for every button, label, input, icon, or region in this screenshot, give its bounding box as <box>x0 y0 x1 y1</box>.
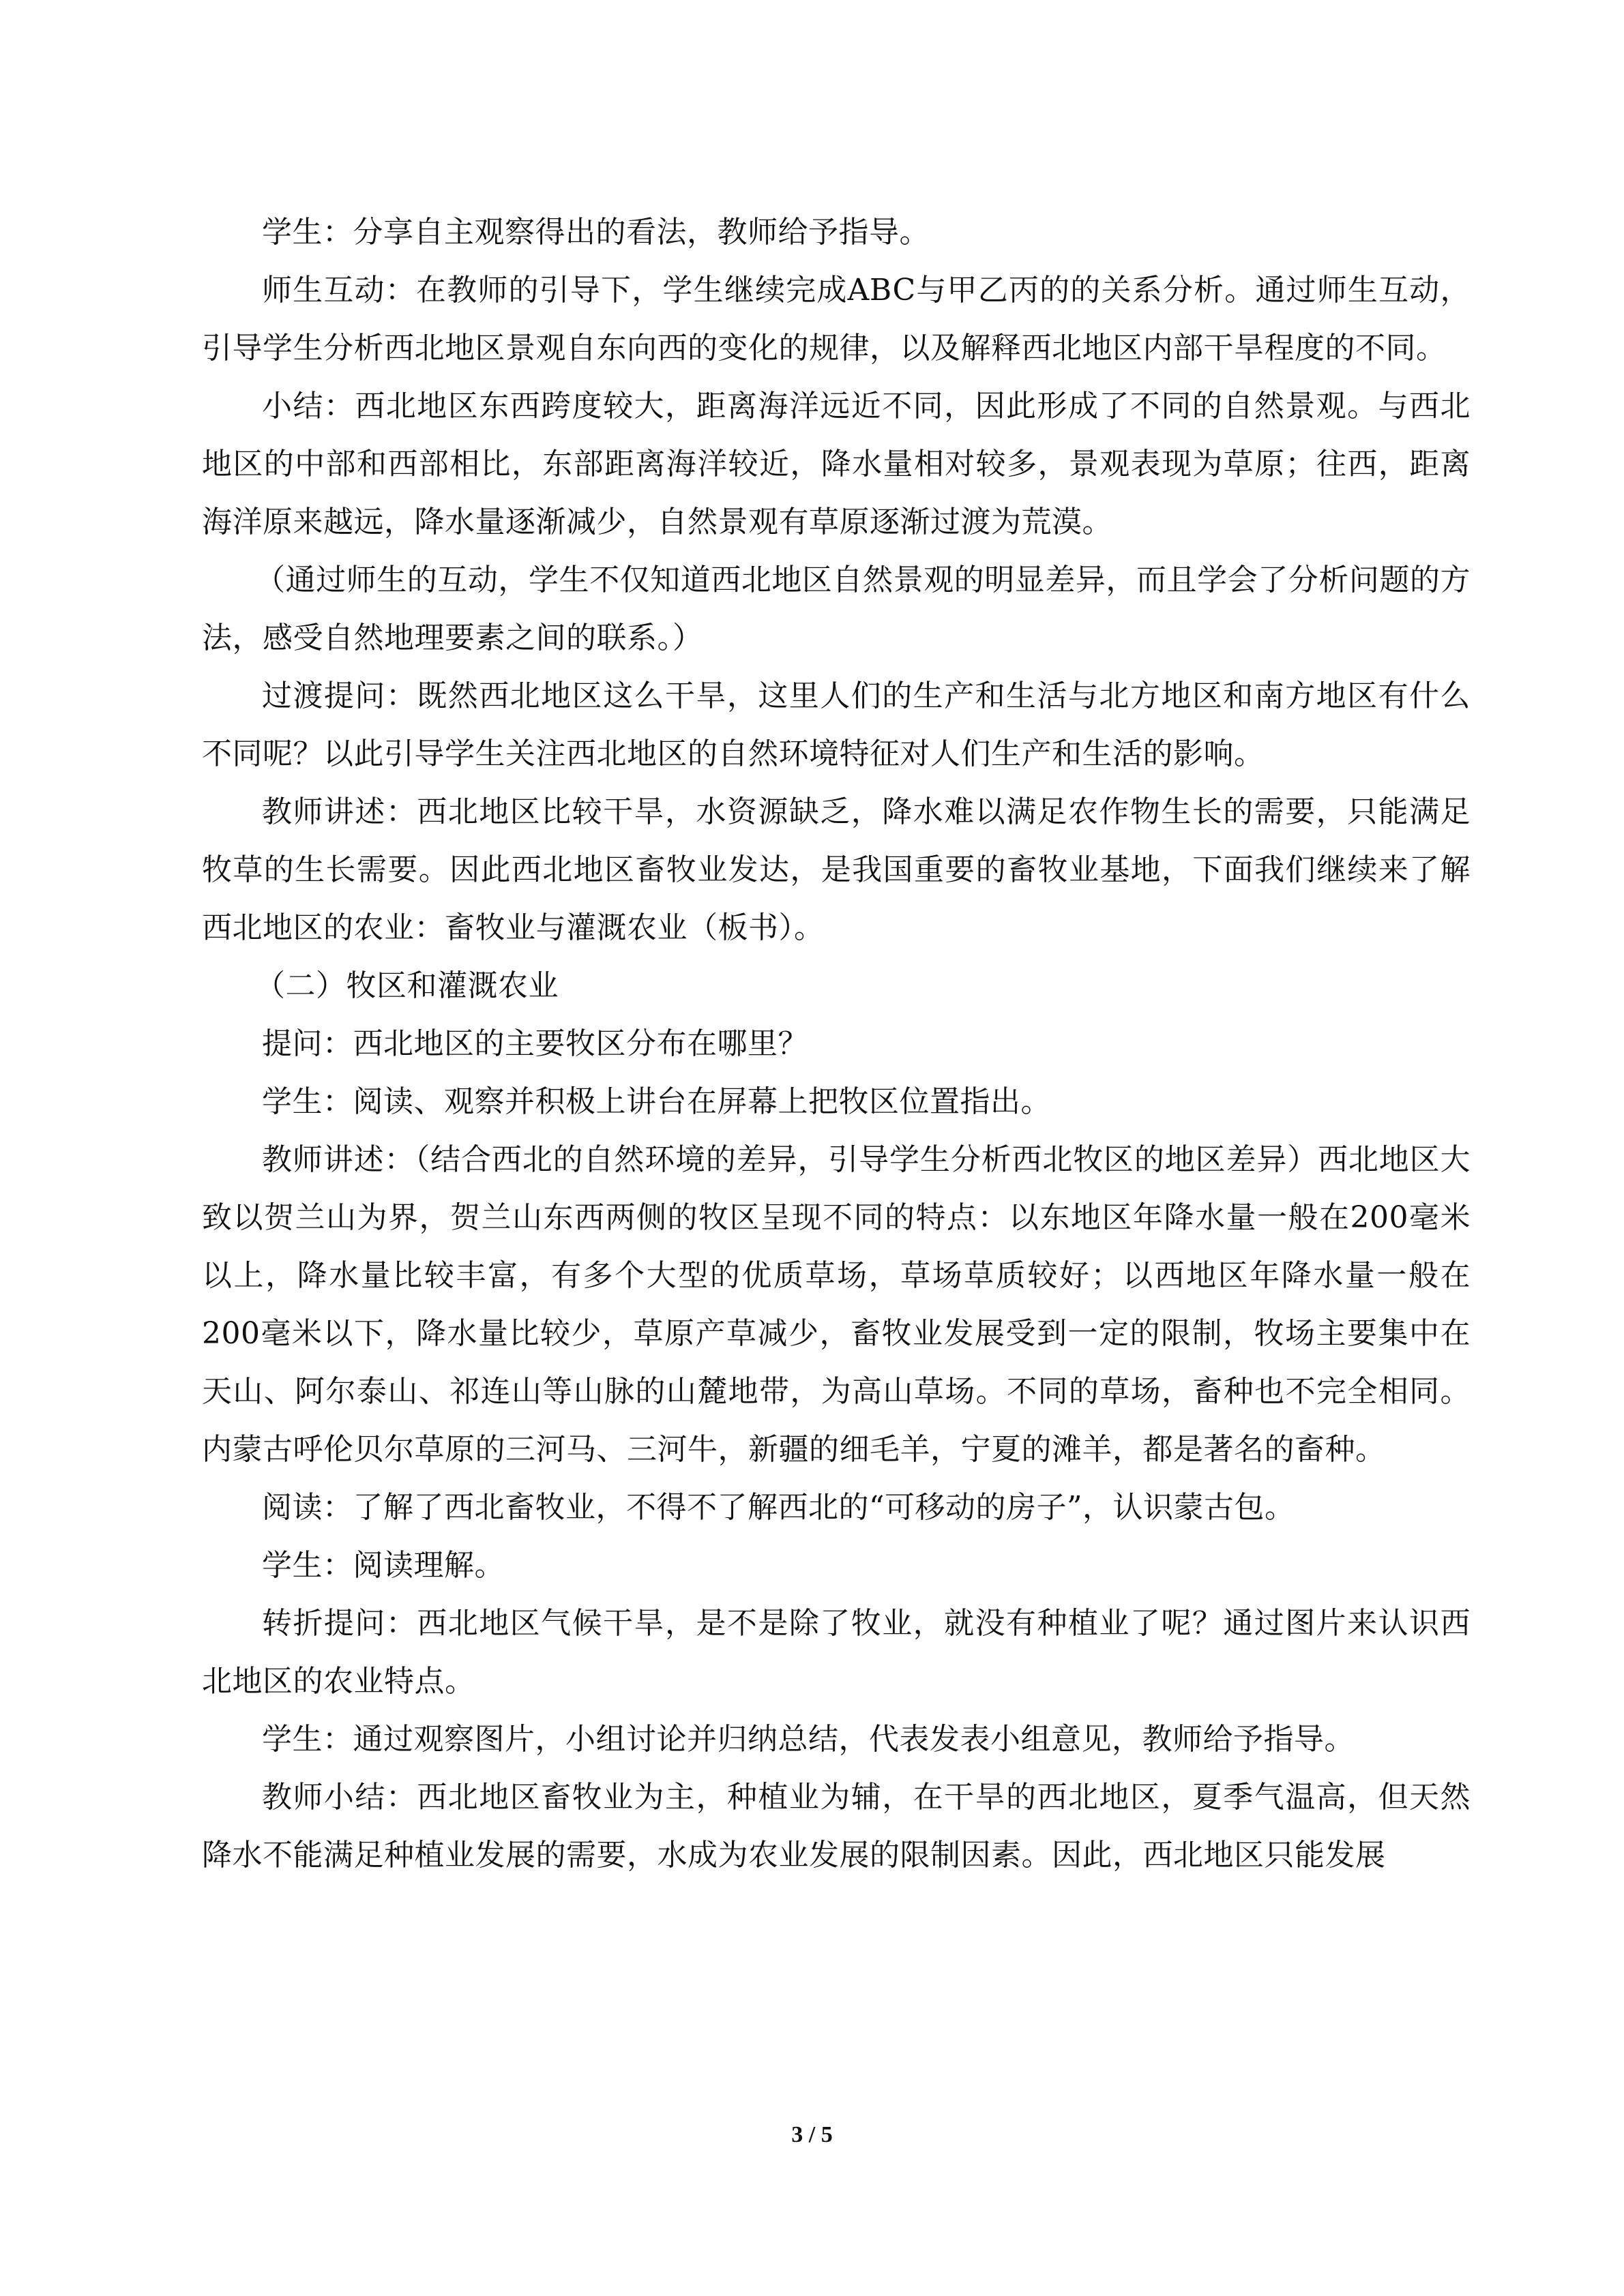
paragraph-teacher-conclusion: 教师小结：西北地区畜牧业为主，种植业为辅，在干旱的西北地区，夏季气温高，但天然降水不能满足种植业发展的需要，水成为农业发展的限制因素。因此，西北地区只能发展 <box>202 1780 1471 1873</box>
paragraph-teacher-student-interaction: 师生互动：在教师的引导下，学生继续完成ABC与甲乙丙的的关系分析。通过师生互动，引导学生分析西北地区景观自东向西的变化的规律，以及解释西北地区内部干旱程度的不同。 <box>202 273 1471 366</box>
paragraph-question-pasture: 提问：西北地区的主要牧区分布在哪里？ <box>262 1026 808 1061</box>
paragraph-student-read: 学生：阅读、观察并积极上讲台在屏幕上把牧区位置指出。 <box>262 1084 1051 1119</box>
paragraph-turning-question: 转折提问：西北地区气候干旱，是不是除了牧业，就没有种植业了呢？通过图片来认识西北地区的农业特点。 <box>202 1606 1471 1699</box>
paragraph-student-discussion: 学生：通过观察图片，小组讨论并归纳总结，代表发表小组意见，教师给予指导。 <box>262 1722 1355 1757</box>
paragraph-student-share: 学生：分享自主观察得出的看法，教师给予指导。 <box>262 215 930 250</box>
paragraph-interaction-note: （通过师生的互动，学生不仅知道西北地区自然景观的明显差异，而且学会了分析问题的方法，感受自然地理要素之间的联系。） <box>202 563 1471 655</box>
paragraph-student-understand: 学生：阅读理解。 <box>262 1548 505 1583</box>
page-number: 3 / 5 <box>791 2122 833 2147</box>
paragraph-summary: 小结：西北地区东西跨度较大，距离海洋远近不同，因此形成了不同的自然景观。与西北地区的中部和西部相比，东部距离海洋较近，降水量相对较多，景观表现为草原；往西，距离海洋原来越远，降水量逐渐减少，自然景观有草原逐渐过渡为荒漠。 <box>202 389 1471 539</box>
document-body <box>202 203 1471 1884</box>
paragraph-transition-question: 过渡提问：既然西北地区这么干旱，这里人们的生产和生活与北方地区和南方地区有什么不同呢？以此引导学生关注西北地区的自然环境特征对人们生产和生活的影响。 <box>202 679 1471 771</box>
paragraph-teacher-explanation: 教师讲述：西北地区比较干旱，水资源缺乏，降水难以满足农作物生长的需要，只能满足牧草的生长需要。因此西北地区畜牧业发达，是我国重要的畜牧业基地，下面我们继续来了解西北地区的农业：畜牧业与灌溉农业（板书）。 <box>202 794 1471 945</box>
section-heading-pasture-irrigation: （二）牧区和灌溉农业 <box>255 968 559 1003</box>
paragraph-teacher-pasture-explanation: 教师讲述：（结合西北的自然环境的差异，引导学生分析西北牧区的地区差异）西北地区大致以贺兰山为界，贺兰山东西两侧的牧区呈现不同的特点：以东地区年降水量一般在200毫米以上，降水量比较丰富，有多个大型的优质草场，草场草质较好；以西地区年降水量一般在200毫米以下，降水量比较少，草原产草减少，畜牧业发展受到一定的限制，牧场主要集中在天山、阿尔泰山、祁连山等山脉的山麓地带，为高山草场。不同的草场，畜种也不完全相同。内蒙古呼伦贝尔草原的三河马、三河牛，新疆的细毛羊，宁夏的滩羊，都是著名的畜种。 <box>202 1142 1471 1467</box>
paragraph-reading-yurt: 阅读：了解了西北畜牧业，不得不了解西北的“可移动的房子”，认识蒙古包。 <box>262 1490 1295 1525</box>
